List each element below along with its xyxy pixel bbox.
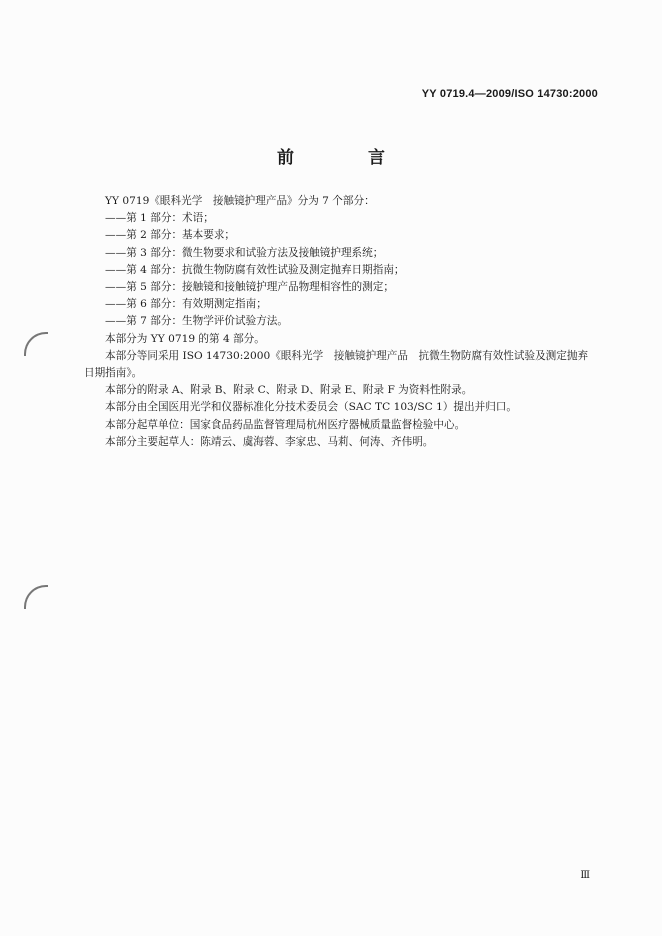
part-item: ——第 5 部分：接触镜和接触镜护理产品物理相容性的测定； <box>105 281 394 294</box>
intro-paragraph: YY 0719《眼科光学 接触镜护理产品》分为 7 个部分： <box>105 195 375 207</box>
paragraph: 本部分的附录 A、附录 B、附录 C、附录 D、附录 E、附录 F 为资料性附录。 <box>105 384 473 397</box>
part-item: ——第 2 部分：基本要求； <box>105 229 236 242</box>
part-item: ——第 6 部分：有效期测定指南； <box>105 298 267 311</box>
binding-hole-mark <box>24 332 48 356</box>
foreword-body <box>84 193 598 451</box>
part-item: ——第 3 部分：微生物要求和试验方法及接触镜护理系统； <box>105 246 384 259</box>
page-number: Ⅲ <box>580 870 590 881</box>
section-title: 前 言 <box>277 148 419 168</box>
binding-hole-mark <box>24 585 48 609</box>
paragraph: 本部分主要起草人：陈靖云、虞海蓉、李家忠、马莉、何涛、齐伟明。 <box>105 435 434 448</box>
paragraph: 本部分为 YY 0719 的第 4 部分。 <box>105 332 265 345</box>
part-item: ——第 7 部分：生物学评价试验方法。 <box>105 315 288 328</box>
part-item: ——第 4 部分：抗微生物防腐有效性试验及测定抛弃日期指南； <box>105 263 405 276</box>
paragraph: 本部分起草单位：国家食品药品监督管理局杭州医疗器械质量监督检验中心。 <box>105 418 466 431</box>
document-code: YY 0719.4—2009/ISO 14730:2000 <box>421 88 598 100</box>
part-item: ——第 1 部分：术语； <box>105 212 214 225</box>
paragraph: 本部分等同采用 ISO 14730:2000《眼科光学 接触镜护理产品 抗微生物防腐有效性试验及测定抛弃日期指南》。 <box>84 349 589 380</box>
paragraph: 本部分由全国医用光学和仪器标准化分技术委员会（SAC TC 103/SC 1）提出并归口。 <box>105 401 517 414</box>
